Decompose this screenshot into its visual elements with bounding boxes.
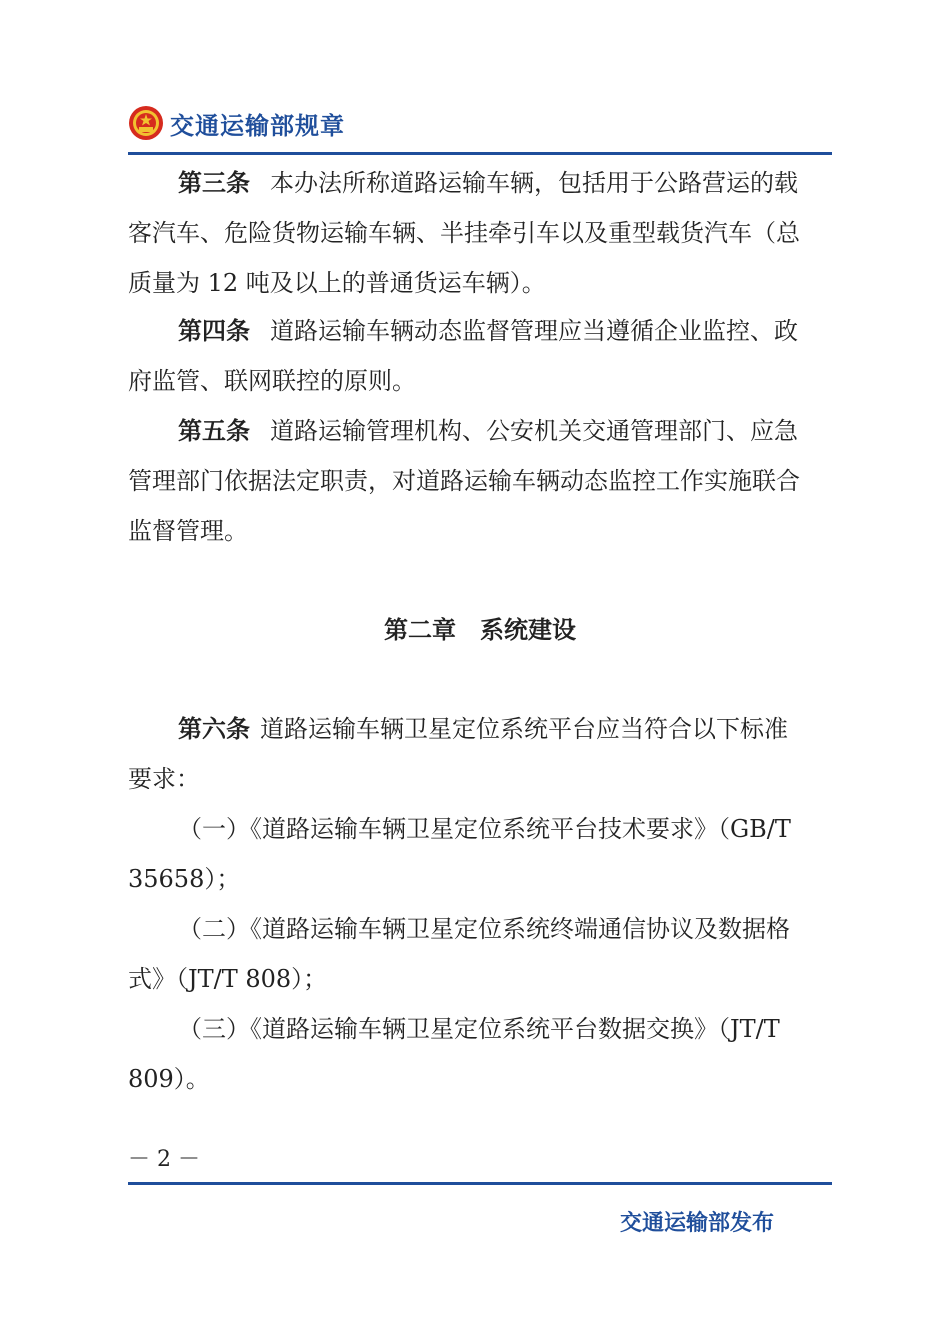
article-label: 第六条 [178,715,250,743]
footer-divider [128,1182,832,1185]
article-label: 第三条 [178,169,250,197]
national-emblem-icon [128,105,164,141]
list-item: （二）《道路运输车辆卫星定位系统终端通信协议及数据格 式》（JT/T 808）； [128,915,790,993]
publisher-label: 交通运输部发布 [620,1211,775,1236]
chapter-title: 第二章 系统建设 [384,616,576,644]
article-5: 第五条 道路运输管理机构、公安机关交通管理部门、应急 管理部门依据法定职责，对道路运输车辆动态监控工作实施联合 监督管理。 [128,417,800,545]
article-3: 第三条 本办法所称道路运输车辆，包括用于公路营运的载 客汽车、危险货物运输车辆、半挂牵引车以及重型载货汽车（总 质量为 12 吨及以上的普通货运车辆）。 [128,169,800,297]
list-item: （一）《道路运输车辆卫星定位系统平台技术要求》（GB/T 35658）； [128,815,791,893]
header-divider [128,152,832,155]
list-item: （三）《道路运输车辆卫星定位系统平台数据交换》（JT/T 809）。 [128,1015,780,1093]
page-header [128,104,345,142]
article-label: 第四条 [178,317,250,345]
article-label: 第五条 [178,417,250,445]
article-6: 第六条 道路运输车辆卫星定位系统平台应当符合以下标准 要求： [128,715,788,793]
page-number: － 2 － [128,1147,200,1172]
header-title: 交通运输部规章 [170,111,345,140]
article-4: 第四条 道路运输车辆动态监督管理应当遵循企业监控、政 府监管、联网联控的原则。 [128,317,798,395]
